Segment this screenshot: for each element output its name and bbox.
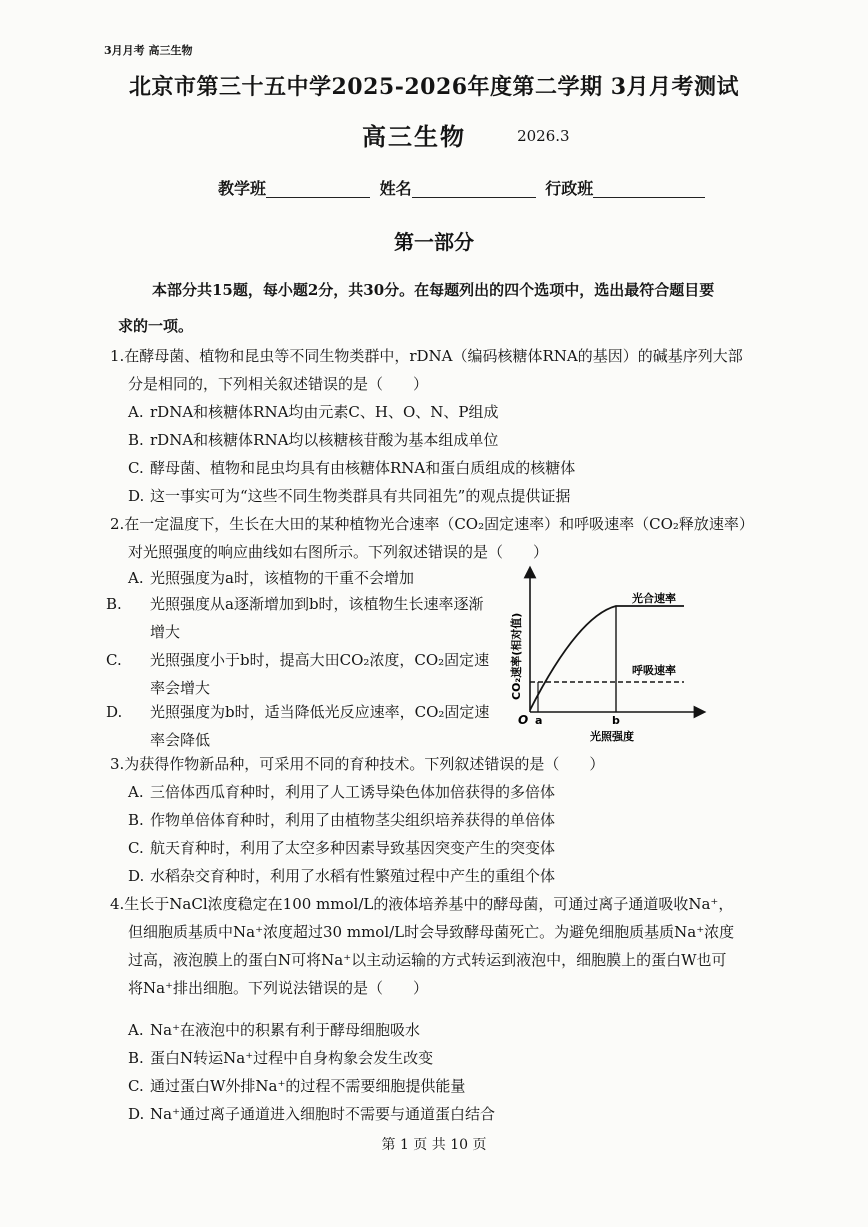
option-letter: B.: [106, 595, 122, 613]
option-text: 光照强度为a时，该植物的干重不会增加: [150, 569, 414, 587]
admin-class-blank: [593, 179, 705, 198]
option-text: 这一事实可为“这些不同生物类群具有共同祖先”的观点提供证据: [150, 487, 571, 505]
q3-option-d: [128, 862, 555, 890]
student-info-row: [218, 176, 705, 199]
part-title: 第一部分: [394, 230, 474, 254]
option-letter: D.: [128, 487, 145, 505]
q3-option-b: [128, 806, 555, 834]
option-text: 航天育种时，利用了太空多种因素导致基因突变产生的突变体: [150, 839, 556, 857]
option-letter: C.: [128, 459, 144, 477]
q4-option-d: [128, 1100, 495, 1128]
q4-option-c: [128, 1072, 465, 1100]
classroom-label: 教学班: [218, 179, 267, 198]
page-number: 第 1 页 共 10 页: [381, 1137, 487, 1153]
name-label: 姓名: [379, 179, 412, 198]
option-letter: B.: [128, 811, 144, 829]
option-text: 蛋白N转运Na⁺过程中自身构象会发生改变: [150, 1049, 434, 1067]
option-text: 光照强度为b时，适当降低光反应速率，CO₂固定速率会降低: [150, 703, 490, 749]
series-label-photosynthesis: 光合速率: [632, 592, 676, 605]
option-letter: D.: [128, 1105, 145, 1123]
option-text: 水稻杂交育种时，利用了水稻有性繁殖过程中产生的重组个体: [150, 867, 556, 885]
corner-note: 3月月考 高三生物: [104, 44, 193, 57]
question-3-stem: 3.为获得作物新品种，可采用不同的育种技术。下列叙述错误的是（ ）: [110, 755, 605, 773]
part-instructions: 本部分共15题，每小题2分，共30分。在每题列出的四个选项中，选出最符合题目要求的一项。: [118, 281, 715, 335]
exam-date: 2026.3: [517, 127, 570, 145]
exam-title: 北京市第三十五中学2025-2026年度第二学期 3月月考测试: [128, 74, 740, 100]
option-text: 光照强度小于b时，提高大田CO₂浓度，CO₂固定速率会增大: [150, 651, 490, 697]
option-letter: D.: [128, 867, 145, 885]
question-1-stem: 1.在酵母菌、植物和昆虫等不同生物类群中，rDNA（编码核糖体RNA的基因）的碱基序列大部分是相同的，下列相关叙述错误的是（ ）: [110, 347, 743, 393]
q3-option-a: [128, 778, 555, 806]
q1-option-c: [128, 454, 575, 482]
subject-row: [362, 117, 570, 152]
option-letter: A.: [128, 569, 144, 587]
q2-option-d: [106, 698, 498, 754]
x-tick-origin: O: [518, 713, 529, 727]
x-tick-b: b: [612, 714, 620, 727]
option-letter: B.: [128, 431, 144, 449]
question-2-stem: 2.在一定温度下，生长在大田的某种植物光合速率（CO₂固定速率）和呼吸速率（CO₂释放速率）对光照强度的响应曲线如右图所示。下列叙述错误的是（ ）: [110, 515, 747, 561]
option-letter: A.: [128, 403, 144, 421]
option-text: rDNA和核糖体RNA均以核糖核苷酸为基本组成单位: [150, 431, 499, 449]
admin-class-label: 行政班: [545, 179, 594, 198]
y-axis-label: CO₂速率(相对值): [510, 612, 523, 700]
photosynthesis-chart: [500, 560, 720, 746]
x-tick-a: a: [535, 714, 543, 727]
option-letter: A.: [128, 1021, 144, 1039]
x-axis-label: 光照强度: [590, 730, 634, 743]
classroom-blank: [266, 179, 370, 198]
q2-option-a: [128, 564, 498, 592]
question-4-stem: 4.生长于NaCl浓度稳定在100 mmol/L的液体培养基中的酵母菌，可通过离子通道吸收Na⁺，但细胞质基质中Na⁺浓度超过30 mmol/L时会导致酵母菌死亡。为避免细胞质基质Na⁺浓度过高，液泡膜上的蛋白N可将Na⁺以主动运输的方式转运到液泡中，细胞膜上的蛋白W也可将Na⁺排出细胞。下列说法错误的是（ ）: [110, 895, 735, 997]
q2-option-c: [106, 646, 498, 702]
q2-option-b: [106, 590, 498, 646]
q1-option-b: [128, 426, 498, 454]
option-letter: D.: [106, 703, 123, 721]
option-letter: A.: [128, 783, 144, 801]
option-text: Na⁺通过离子通道进入细胞时不需要与通道蛋白结合: [150, 1105, 495, 1123]
q4-option-b: [128, 1044, 433, 1072]
option-text: Na⁺在液泡中的积累有利于酵母细胞吸水: [150, 1021, 420, 1039]
option-text: 三倍体西瓜育种时，利用了人工诱导染色体加倍获得的多倍体: [150, 783, 556, 801]
option-text: 作物单倍体育种时，利用了由植物茎尖组织培养获得的单倍体: [150, 811, 556, 829]
photosynthesis-rate-curve: [530, 606, 684, 710]
option-text: 酵母菌、植物和昆虫均具有由核糖体RNA和蛋白质组成的核糖体: [150, 459, 576, 477]
q1-option-d: [128, 482, 570, 510]
option-text: 通过蛋白W外排Na⁺的过程不需要细胞提供能量: [150, 1077, 466, 1095]
option-text: rDNA和核糖体RNA均由元素C、H、O、N、P组成: [150, 403, 499, 421]
option-letter: C.: [106, 651, 122, 669]
q4-option-a: [128, 1016, 420, 1044]
option-text: 光照强度从a逐渐增加到b时，该植物生长速率逐渐增大: [150, 595, 484, 641]
subject-title: 高三生物: [362, 122, 466, 151]
series-label-respiration: 呼吸速率: [632, 664, 676, 677]
q1-option-a: [128, 398, 498, 426]
option-letter: B.: [128, 1049, 144, 1067]
option-letter: C.: [128, 1077, 144, 1095]
q3-option-c: [128, 834, 555, 862]
name-blank: [412, 179, 536, 198]
option-letter: C.: [128, 839, 144, 857]
